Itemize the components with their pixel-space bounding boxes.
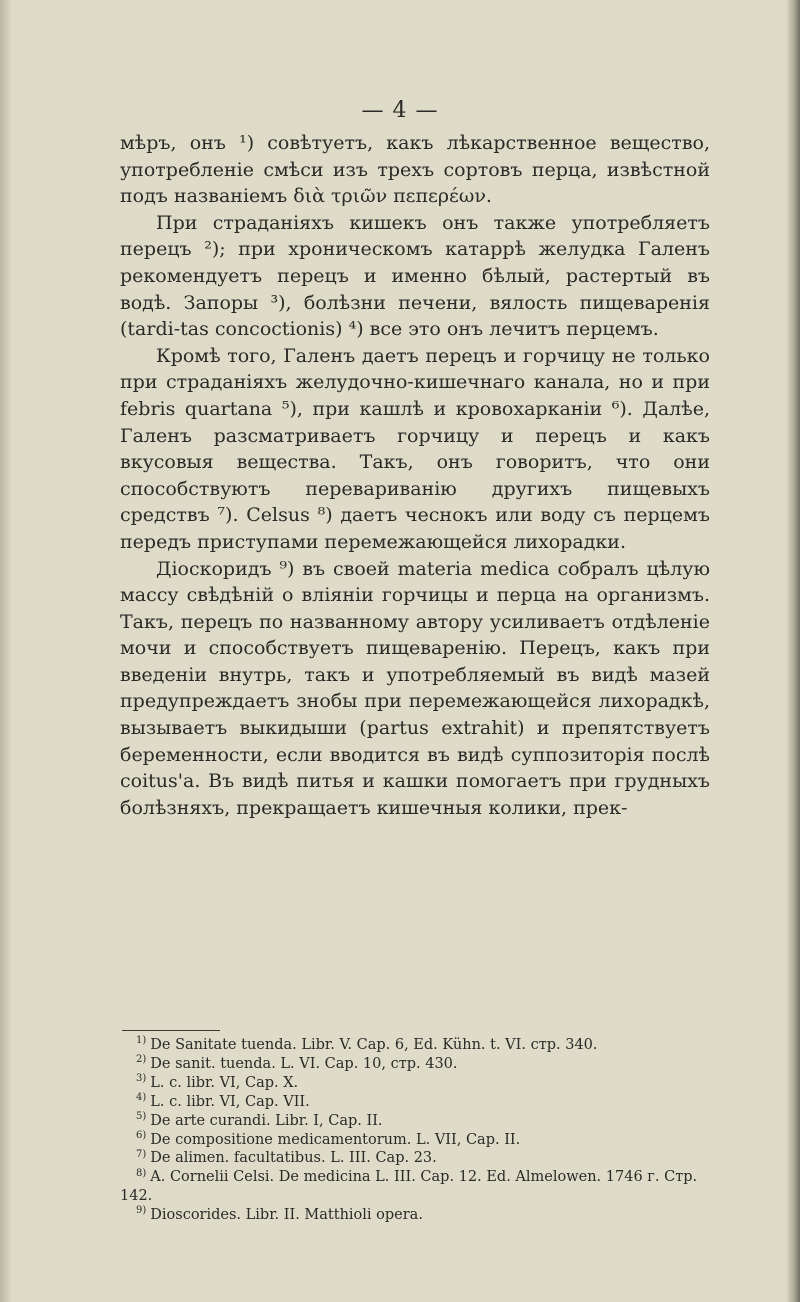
footnote-text: L. c. libr. VI, Cap. VII. [150, 1093, 310, 1110]
footnote [120, 1074, 710, 1093]
footnote-mark: 6) [136, 1129, 147, 1141]
footnote-text: A. Cornelii Celsi. De medicina L. III. Cap. 12. Ed. Almelowen. 1746 г. Стр. 142. [120, 1169, 698, 1205]
footnote-mark: 4) [136, 1091, 147, 1103]
footnote-mark: 2) [136, 1054, 147, 1066]
paragraph: При страданіяхъ кишекъ онъ также употребляетъ перецъ ²); при хроническомъ катаррѣ желудка Галенъ рекомендуетъ перецъ и именно бѣлый, растертый въ водѣ. Запоры ³), болѣзни печени, вялость пищеваренія (tardi-tas concoctionis) ⁴) все это онъ лечитъ перцемъ. [120, 211, 710, 341]
footnote [120, 1093, 710, 1112]
footnote [120, 1149, 710, 1168]
footnote-mark: 8) [136, 1167, 147, 1179]
footnote-text: De arte curandi. Libr. I, Cap. II. [150, 1112, 383, 1129]
page-edge-left [0, 0, 12, 1302]
footnote [120, 1036, 710, 1055]
footnote-text: Dioscorides. Libr. II. Matthioli opera. [150, 1207, 423, 1224]
footnote [120, 1206, 710, 1225]
footnote-text: De compositione medicamentorum. L. VII, Cap. II. [150, 1131, 521, 1148]
paragraph: Діоскоридъ ⁹) въ своей materia medica собралъ цѣлую массу свѣдѣній о вліяніи горчицы и перца на организмъ. Такъ, перецъ по названному автору усиливаетъ отдѣленіе мочи и способствуетъ пищеваренію. Перецъ, какъ при введеніи внутрь, такъ и употребляемый въ видѣ мазей предупреждаетъ знобы при перемежающейся лихорадкѣ, вызываетъ выкидыши (partus extrahit) и препятствуетъ беременности, если вводится въ видѣ суппозиторія послѣ coitus'а. Въ видѣ питья и кашки помогаетъ при грудныхъ болѣзняхъ, прекращаетъ кишечныя колики, прек- [120, 557, 710, 819]
footnote [120, 1055, 710, 1074]
paragraph: мѣръ, онъ ¹) совѣтуетъ, какъ лѣкарственное вещество, употребленіе смѣси изъ трехъ сортовъ перца, извѣстной подъ названіемъ διὰ τριῶν πεπερέων. [120, 132, 710, 208]
footnote [120, 1112, 710, 1131]
footnote [120, 1131, 710, 1150]
footnotes [120, 1036, 710, 1225]
footnote-mark: 9) [136, 1205, 147, 1217]
footnote-mark: 1) [136, 1035, 147, 1047]
footnote-mark: 7) [136, 1148, 147, 1160]
paragraph: Кромѣ того, Галенъ даетъ перецъ и горчицу не только при страданіяхъ желудочно-кишечнаго канала, но и при febris quartana ⁵), при кашлѣ и кровохарканіи ⁶). Далѣе, Галенъ разсматриваетъ горчицу и перецъ и какъ вкусовыя вещества. Такъ, онъ говоритъ, что они способствуютъ перевариванію другихъ пищевыхъ средствъ ⁷). Celsus ⁸) даетъ чеснокъ или воду съ перцемъ передъ приступами перемежающейся лихорадки. [120, 344, 710, 553]
footnote-text: De alimen. facultatibus. L. III. Cap. 23. [150, 1150, 437, 1167]
footnote [120, 1168, 710, 1206]
main-text [120, 130, 710, 821]
footnote-mark: 5) [136, 1110, 147, 1122]
footnote-text: De Sanitate tuenda. Libr. V. Cap. 6, Ed. Kühn. t. VI. стр. 340. [150, 1037, 598, 1053]
footnote-text: L. c. libr. VI, Cap. X. [150, 1074, 299, 1091]
page-edge-right [786, 0, 800, 1302]
page-number: — 4 — [361, 98, 439, 123]
footnote-text: De sanit. tuenda. L. VI. Cap. 10, стр. 430. [150, 1055, 458, 1072]
footnote-divider [122, 1030, 220, 1031]
footnote-mark: 3) [136, 1072, 147, 1084]
